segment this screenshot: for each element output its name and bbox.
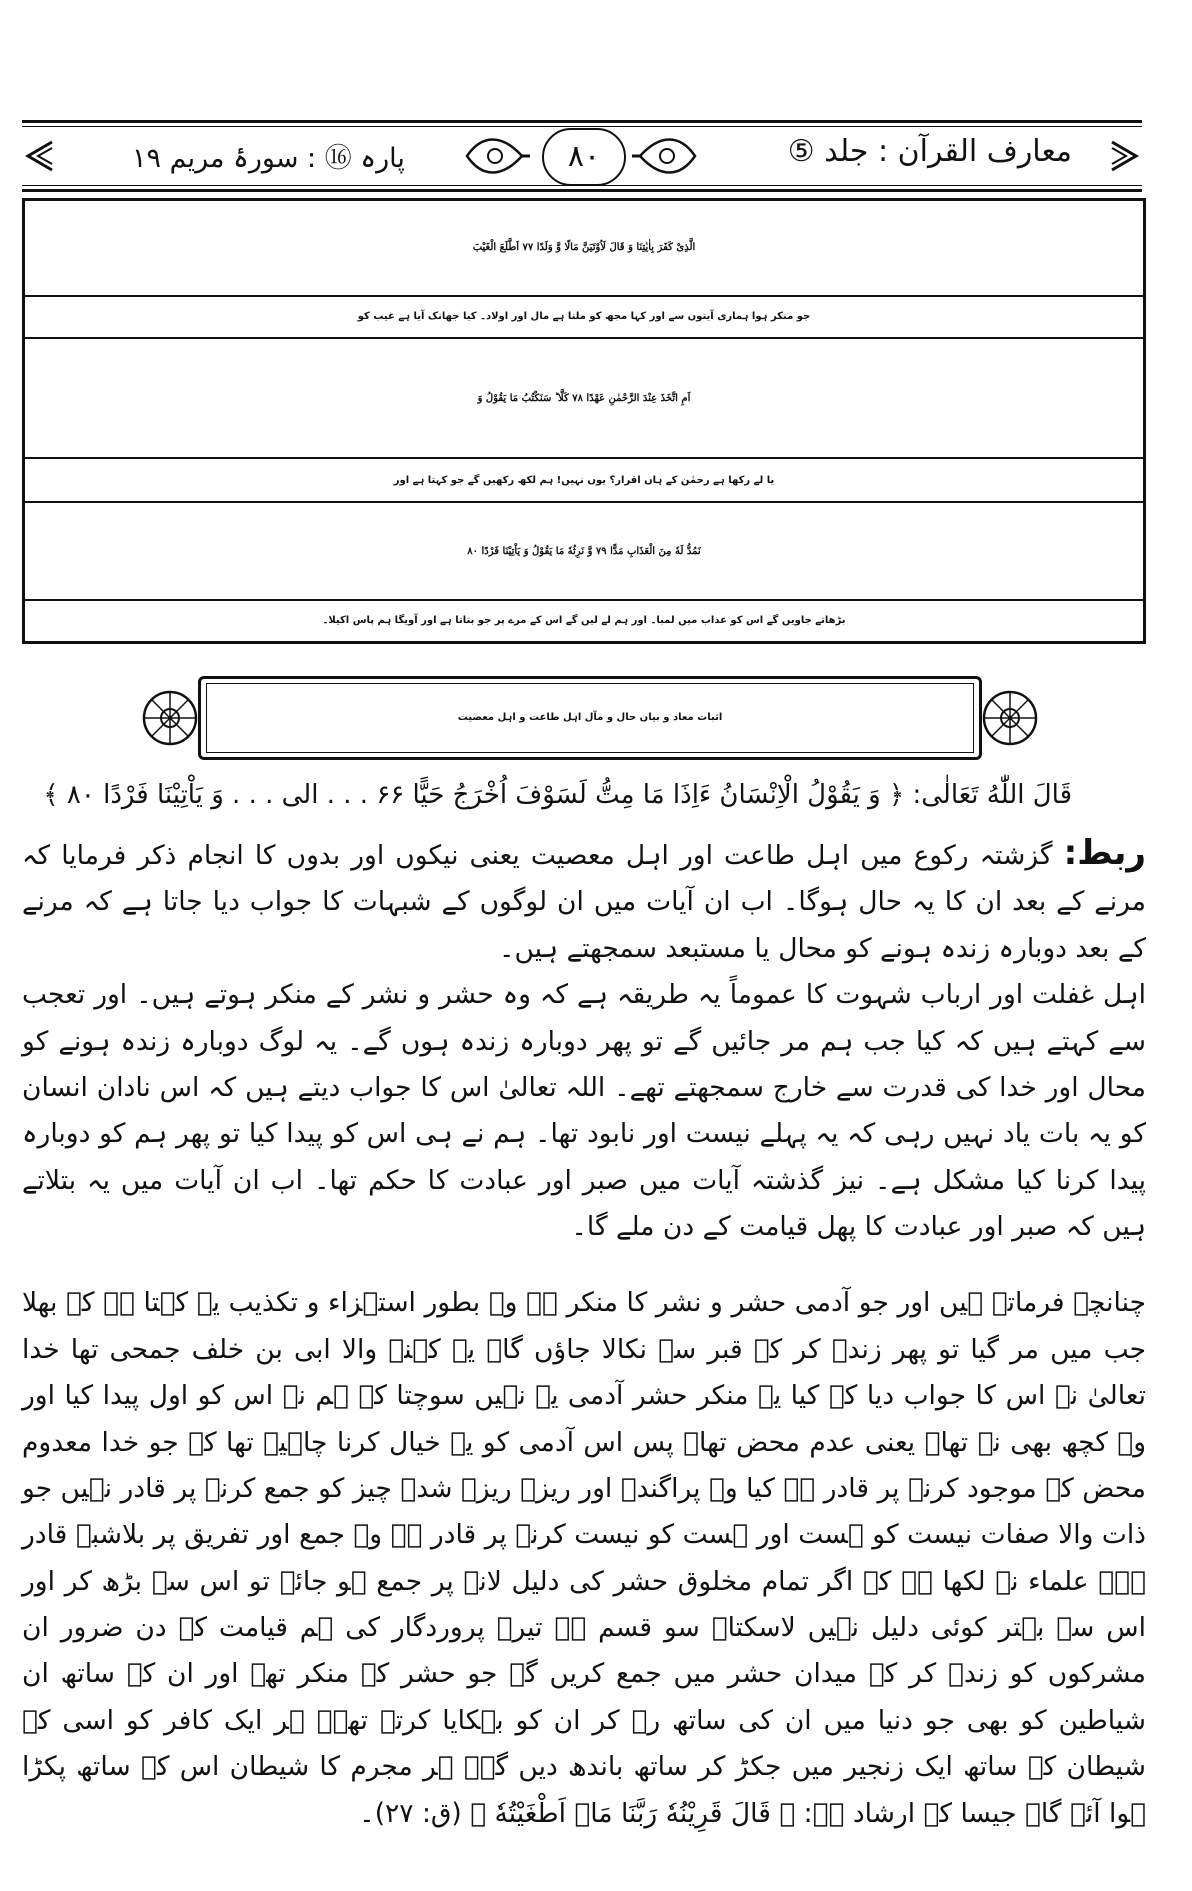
- paragraph: چنانچہ فرماتے ہیں اور جو آدمی حشر و نشر کا منکر ہے وہ بطور استہزاء و تکذیب یہ کہتا ہے کہ بھلا جب میں مر گیا تو پھر زندہ کر کے قبر سے نکالا جاؤں گا۔ یہ کہنے والا ابی بن خلف جمحی تھا خدا تعالیٰ نے اس کا جواب دیا کہ کیا یہ منکر حشر آدمی یہ نہیں سوچتا کہ ہم نے اس کو اول پیدا کیا اور وہ کچھ بھی نہ تھا۔ یعنی عدم محض تھا۔ پس اس آدمی کو یہ خیال کرنا چاہیے تھا کہ جو خدا معدوم محض کے موجود کرنے پر قادر ہے کیا وہ پراگندہ اور ریزہ ریزہ شدہ چیز کو جمع کرنے پر قادر نہیں جو ذات والا صفات نیست کو ہست اور ہست کو نیست کرنے پر قادر ہے وہ جمع اور تفریق پر بلاشبہ قادر ہے۔ علماء نے لکھا ہے کہ اگر تمام مخلوق حشر کی دلیل لانے پر جمع ہو جائے تو اس سے بڑھ کر اور اس سے بہتر کوئی دلیل نہیں لاسکتا۔ سو قسم ہے تیرے پروردگار کی ہم قیامت کے دن ضرور ان مشرکوں کو زندہ کر کے میدان حشر میں جمع کریں گے جو حشر کے منکر تھے اور ان کے ساتھ ان شیاطین کو بھی جو دنیا میں ان کی ساتھ رہ کر ان کو بہکایا کرتے تھے۔ ہر ایک کافر کو اسی کے شیطان کے ساتھ ایک زنجیر میں جکڑ کر ساتھ باندھ دیں گے۔ ہر مجرم کا شیطان اس کے ساتھ پکڑا ہوا آئے گا۔ جیسا کہ ارشاد ہے: ﴿ قَالَ قَرِیْنُهٗ رَبَّنَا مَاۤ اَطْغَیْتُهٗ ﴾ (ق: ۲۷)۔: [22, 1287, 1146, 1829]
- verse-line: الَّذِیْ كَفَرَ بِاٰیٰتِنَا وَ قَالَ لَاُوْتَیَنَّ مَالًا وَّ وَلَدًا ۷۷ اَطَّلَعَ الْغَیْبَ: [25, 201, 1143, 297]
- paragraph: [22, 830, 1146, 972]
- page-number: ۸۰: [542, 128, 626, 186]
- floral-ornament-icon: [462, 132, 532, 180]
- corner-ornament-icon: [22, 138, 56, 174]
- surah-info: پارہ ⑯ : سورۂ مریم ۱۹: [132, 143, 405, 174]
- rosette-ornament-icon: [138, 686, 202, 750]
- quote-line: قَالَ اللّٰهُ تَعَالٰی: ﴿ وَ یَقُوْلُ الْاِنْسَانُ ءَاِذَا مَا مِتُّ لَسَوْفَ اُخْرَجُ حَیًّا ۶۶ . . . الی . . . وَ یَاْتِیْنَا فَرْدًا ۸۰ ﴾: [43, 780, 1072, 810]
- translation-line: جو منکر ہوا ہماری آیتوں سے اور کہا مجھ کو ملنا ہے مال اور اولاد۔ کیا جھانک آیا ہے غیب کو: [25, 297, 1143, 339]
- verse-line: اَمِ اتَّخَذَ عِنْدَ الرَّحْمٰنِ عَهْدًا ۷۸ كَلَّا ؕ سَنَكْتُبُ مَا یَقُوْلُ وَ: [25, 339, 1143, 459]
- floral-ornament-icon: [630, 132, 700, 180]
- paragraph-text: گزشتہ رکوع میں اہل طاعت اور اہل معصیت یعنی نیکوں اور بدوں کا انجام ذکر فرمایا کہ مرنے کے بعد ان کا یہ حال ہوگا۔ اب ان آیات میں ان لوگوں کے شبہات کا جواب دیا جاتا ہے کہ مرنے کے بعد دوبارہ زندہ ہونے کو محال یا مستبعد سمجھتے ہیں۔: [22, 840, 1146, 964]
- paragraph: اہل غفلت اور ارباب شہوت کا عموماً یہ طریقہ ہے کہ وہ حشر و نشر کے منکر ہوتے ہیں۔ اور تعجب سے کہتے ہیں کہ کیا جب ہم مر جائیں گے تو پھر دوبارہ زندہ ہوں گے۔ یہ لوگ دوبارہ زندہ ہونے کو محال اور خدا کی قدرت سے خارج سمجھتے تھے۔ اللہ تعالیٰ اس کا جواب دیتے ہیں کہ اس نادان انسان کو یہ بات یاد نہیں رہی کہ یہ پہلے نیست اور نابود تھا۔ ہم نے ہی اس کو پیدا کیا تو پھر ہم کو دوبارہ پیدا کرنا کیا مشکل ہے۔ نیز گذشتہ آیات میں صبر اور عبادت کا حکم تھا۔ اب ان آیات میں یہ بتلاتے ہیں کہ صبر اور عبادت کا پھل قیامت کے دن ملے گا۔: [22, 979, 1146, 1242]
- rosette-ornament-icon: [978, 686, 1042, 750]
- translation-line: یا لے رکھا ہے رحمٰن کے ہاں اقرار؟ یوں نہیں! ہم لکھ رکھیں گے جو کہتا ہے اور: [25, 459, 1143, 503]
- header-rule: [22, 126, 1142, 127]
- header-rule: [22, 120, 1142, 123]
- book-title: معارف القرآن : جلد ⑤: [787, 134, 1072, 169]
- verse-line: نَمُدُّ لَهٗ مِنَ الْعَذَابِ مَدًّا ۷۹ وَّ نَرِثُهٗ مَا یَقُوْلُ وَ یَاْتِیْنَا فَرْدًا ۸۰: [25, 503, 1143, 601]
- corner-ornament-icon: [1108, 138, 1142, 174]
- verse-box: [22, 198, 1146, 644]
- body-text: [22, 830, 1146, 1837]
- rabt-label: ربط:: [1063, 833, 1146, 873]
- section-heading: اثبات معاد و بیان حال و مآل اہل طاعت و اہل معصیت: [457, 712, 723, 723]
- section-heading-banner: [138, 676, 1042, 760]
- header-rule: [22, 189, 1142, 192]
- running-header: [22, 120, 1142, 192]
- translation-line: بڑھاتے جاویں گے اس کو عذاب میں لمبا۔ اور ہم لے لیں گے اس کے مرے پر جو بتاتا ہے اور آویگا ہم پاس اکیلا۔: [322, 615, 846, 626]
